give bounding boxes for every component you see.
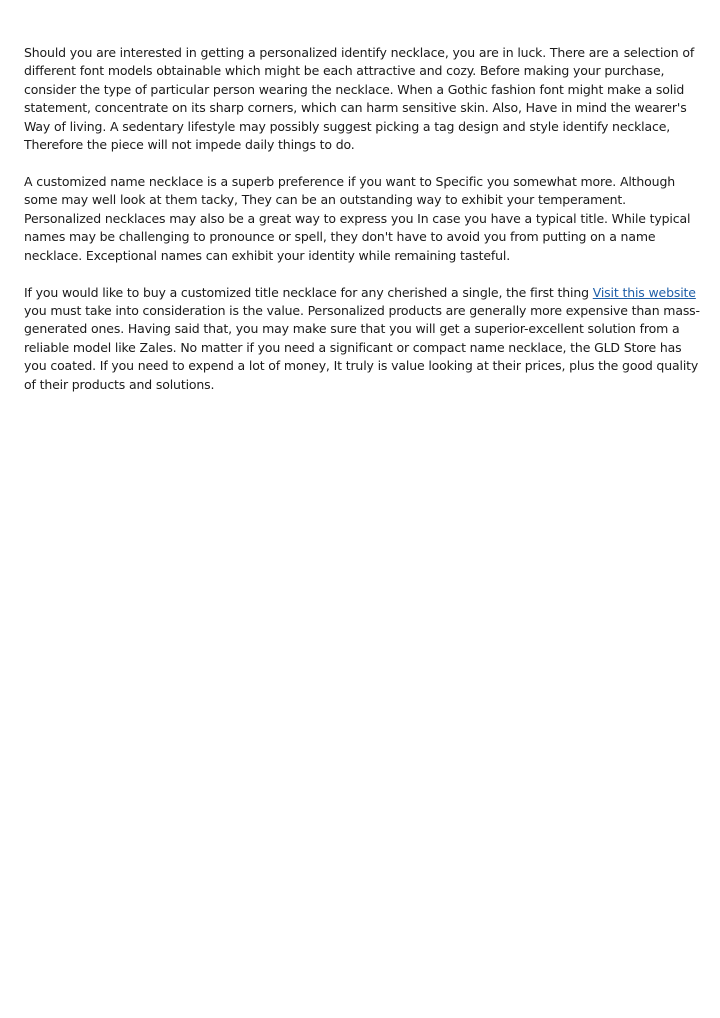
paragraph-2: A customized name necklace is a superb preference if you want to Specific you somewhat more. Although some may well look at them tacky, They can be an outstanding way to exhibit your temperament. Personalized necklaces may also be a great way to express you In case you have a typical title. While typical names may be challenging to pronounce or spell, they don't have to avoid you from putting on a name necklace. Exceptional names can exhibit your identity while remaining tasteful. [24, 174, 691, 263]
paragraph-3-lead-text: If you would like to buy a customized title necklace for any cherished a single, the first thing [24, 284, 593, 300]
visit-website-link[interactable]: Visit this website [592, 284, 696, 300]
paragraph-1: Should you are interested in getting a personalized identify necklace, you are in luck. There are a selection of different font models obtainable which might be each attractive and cozy. Before making your purchase, consider the type of particular person wearing the necklace. When a Gothic fashion font might make a solid statement, concentrate on its sharp corners, which can harm sensitive skin. Also, Have in mind the wearer's Way of living. A sedentary lifestyle may possibly suggest picking a tag design and style identify necklace, Therefore the piece will not impede daily things to do. [24, 45, 695, 153]
document-body [24, 44, 700, 413]
paragraph-3-trailing-text: you must take into consideration is the value. Personalized products are generally more expensive than mass-generated ones. Having said that, you may make sure that you will get a superior-excellent solution from a reliable model like Zales. No matter if you need a significant or compact name necklace, the GLD Store has you coated. If you need to expend a lot of money, It truly is value looking at their prices, plus the good quality of their products and solutions. [24, 303, 700, 392]
paragraph-3 [24, 284, 700, 394]
